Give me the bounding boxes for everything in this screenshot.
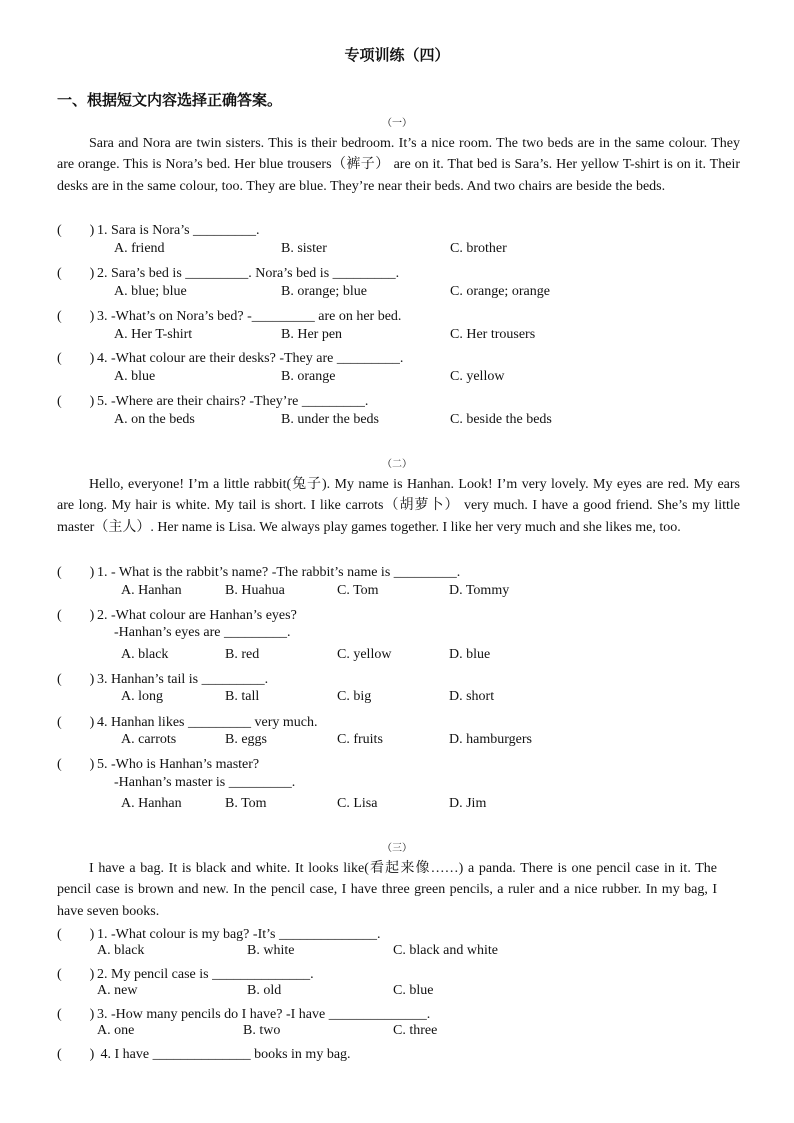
question-row — [57, 1003, 430, 1023]
option-c: C. Her trousers — [450, 327, 536, 342]
option-b: B. red — [225, 647, 260, 662]
option-c: C. brother — [450, 241, 507, 256]
question-text: 4. I have ______________ books in my bag. — [97, 1047, 351, 1062]
option-b: B. sister — [281, 241, 327, 256]
question-text: 5. -Who is Hanhan’s master? — [97, 757, 260, 772]
answer-blank[interactable]: ( ) — [57, 309, 95, 324]
option-d: D. hamburgers — [449, 732, 532, 747]
option-b: B. tall — [225, 689, 260, 704]
option-b: B. Tom — [225, 796, 267, 811]
answer-blank[interactable]: ( ) — [57, 223, 95, 238]
option-b: B. Huahua — [225, 583, 285, 598]
passage-1-text: Sara and Nora are twin sisters. This is their bedroom. It’s a nice room. The two beds are in the same colour. They are orange. This is Nora’s bed. Her blue trousers（裤子） are on it. That bed is Sara’s. Her yellow T-shirt is on it. Their desks are in the same colour, too. They are blue. They’re near their beds. And two chairs are beside the beds. — [57, 136, 740, 194]
option-a: A. friend — [114, 241, 165, 256]
answer-blank[interactable]: ( ) — [57, 1007, 95, 1022]
question-row — [57, 923, 380, 943]
question-text: 4. -What colour are their desks? -They are _________. — [97, 351, 404, 366]
option-b: B. orange — [281, 369, 336, 384]
option-c: C. yellow — [450, 369, 505, 384]
option-c: C. orange; orange — [450, 284, 550, 299]
question-row — [57, 604, 297, 624]
option-c: C. yellow — [337, 647, 392, 662]
question-row — [57, 305, 401, 325]
option-c: C. blue — [393, 983, 434, 998]
answer-blank[interactable]: ( ) — [57, 351, 95, 366]
answer-blank[interactable]: ( ) — [57, 715, 95, 730]
question-answer-line: -Hanhan’s eyes are _________. — [114, 625, 291, 640]
option-a: A. long — [121, 689, 163, 704]
passage-3-text: I have a bag. It is black and white. It looks like(看起来像……) a panda. There is one pencil case in it. The pencil case is brown and new. In the pencil case, I have three green pencils, a ruler and a nice rubber. In my bag, I have seven books. — [57, 861, 717, 919]
option-c: C. fruits — [337, 732, 383, 747]
option-a: A. black — [121, 647, 169, 662]
question-row — [57, 390, 368, 410]
option-b: B. white — [247, 943, 295, 958]
option-c: C. big — [337, 689, 372, 704]
option-d: D. short — [449, 689, 495, 704]
answer-blank[interactable]: ( ) — [57, 927, 95, 942]
option-c: C. Tom — [337, 583, 379, 598]
option-a: A. Hanhan — [121, 796, 182, 811]
section-heading: 一、根据短文内容选择正确答案。 — [57, 91, 283, 109]
answer-blank[interactable]: ( ) — [57, 608, 95, 623]
option-a: A. black — [97, 943, 145, 958]
option-c: C. Lisa — [337, 796, 378, 811]
option-a: A. Her T-shirt — [114, 327, 193, 342]
option-b: B. two — [243, 1023, 281, 1038]
question-text: 2. -What colour are Hanhan’s eyes? — [97, 608, 297, 623]
answer-blank[interactable]: ( ) — [57, 672, 95, 687]
question-text: 2. Sara’s bed is _________. Nora’s bed is _________. — [97, 266, 400, 281]
question-row — [57, 347, 403, 367]
option-b: B. under the beds — [281, 412, 379, 427]
option-a: A. one — [97, 1023, 135, 1038]
question-row — [57, 219, 260, 239]
question-row — [57, 262, 399, 282]
option-b: B. Her pen — [281, 327, 343, 342]
question-text: 3. -What’s on Nora’s bed? -_________ are on her bed. — [97, 309, 402, 324]
option-d: D. Jim — [449, 796, 487, 811]
question-row — [57, 711, 317, 731]
answer-blank[interactable]: ( ) — [57, 967, 95, 982]
option-b: B. old — [247, 983, 282, 998]
question-text: 1. - What is the rabbit’s name? -The rabbit’s name is _________. — [97, 565, 461, 580]
passage-1-label: （一） — [382, 118, 412, 129]
question-text: 1. -What colour is my bag? -It’s ______________. — [97, 927, 381, 942]
question-text: 3. -How many pencils do I have? -I have ______________. — [97, 1007, 431, 1022]
answer-blank[interactable]: ( ) — [57, 266, 95, 281]
question-text: 1. Sara is Nora’s _________. — [97, 223, 260, 238]
option-d: D. Tommy — [449, 583, 510, 598]
question-row — [57, 668, 268, 688]
answer-blank[interactable]: ( ) — [57, 757, 95, 772]
option-c: C. three — [393, 1023, 438, 1038]
option-a: A. carrots — [121, 732, 177, 747]
option-a: A. blue; blue — [114, 284, 187, 299]
passage-2-label: （二） — [382, 459, 412, 470]
answer-blank[interactable]: ( ) — [57, 394, 95, 409]
passage-3-label: （三） — [382, 843, 412, 854]
question-row — [57, 963, 314, 983]
option-b: B. orange; blue — [281, 284, 367, 299]
option-a: A. new — [97, 983, 138, 998]
question-text: 3. Hanhan’s tail is _________. — [97, 672, 269, 687]
question-row — [57, 1043, 351, 1063]
answer-blank[interactable]: ( ) — [57, 565, 95, 580]
question-text: 4. Hanhan likes _________ very much. — [97, 715, 318, 730]
question-text: 5. -Where are their chairs? -They’re _________. — [97, 394, 369, 409]
page-title: 专项训练（四） — [344, 46, 450, 64]
option-b: B. eggs — [225, 732, 267, 747]
question-row — [57, 753, 259, 773]
option-a: A. on the beds — [114, 412, 195, 427]
question-row — [57, 561, 460, 581]
question-answer-line: -Hanhan’s master is _________. — [114, 775, 296, 790]
question-text: 2. My pencil case is ______________. — [97, 967, 314, 982]
option-c: C. black and white — [393, 943, 498, 958]
option-c: C. beside the beds — [450, 412, 552, 427]
answer-blank[interactable]: ( ) — [57, 1047, 95, 1062]
passage-2-text: Hello, everyone! I’m a little rabbit(兔子). My name is Hanhan. Look! I’m very lovely. My eyes are red. My ears are long. My hair is white. My tail is short. I like carrots（胡萝卜） very much. I have a good friend. She’s my little master（主人）. Her name is Lisa. We always play games together. I like her very much and she likes me, too. — [57, 477, 740, 535]
option-a: A. blue — [114, 369, 156, 384]
option-d: D. blue — [449, 647, 491, 662]
option-a: A. Hanhan — [121, 583, 182, 598]
